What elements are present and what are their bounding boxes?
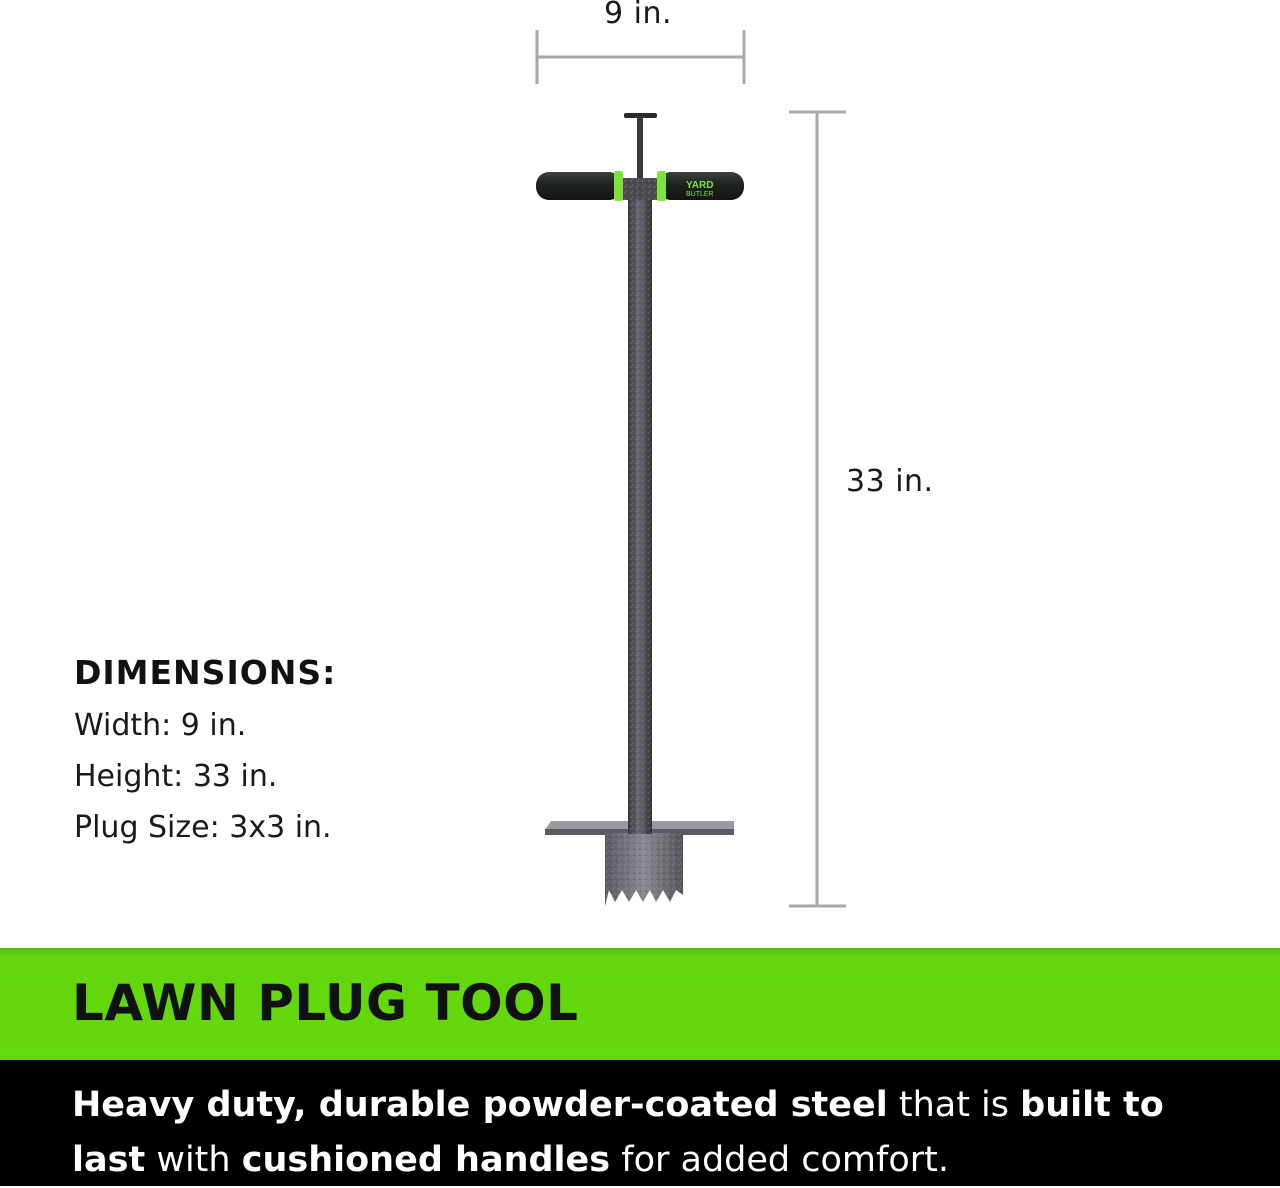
plunger-rod [624,113,657,179]
width-callout: 9 in. [604,0,673,31]
height-callout: 33 in. [846,464,934,499]
desc-segment: for added comfort. [610,1140,949,1180]
plug-blade [605,833,683,906]
dimensions-heading: DIMENSIONS: [74,653,337,692]
steel-shaft [628,194,652,834]
spec-height: Height: 33 in. [74,759,278,794]
spec-plug-size: Plug Size: 3x3 in. [74,810,332,845]
desc-segment: that is [887,1085,1021,1125]
brand-logo-yard: YARD [686,180,714,191]
desc-segment-bold: last [72,1140,146,1180]
brand-logo-butler: BUTLER [686,191,714,198]
product-title-banner [0,948,1280,1060]
desc-segment-bold: built to [1020,1085,1164,1125]
description-banner [0,1060,1280,1186]
product-description [72,1078,1252,1188]
height-dimension-line [789,112,846,906]
spec-width: Width: 9 in. [74,708,247,743]
desc-segment-bold: Heavy duty, durable powder-coated steel [72,1085,888,1125]
product-title: LAWN PLUG TOOL [72,974,579,1032]
desc-segment-bold: cushioned handles [241,1140,611,1180]
dimensions-spec-block [74,653,336,853]
width-dimension-line [537,30,744,84]
desc-segment: with [145,1140,242,1180]
